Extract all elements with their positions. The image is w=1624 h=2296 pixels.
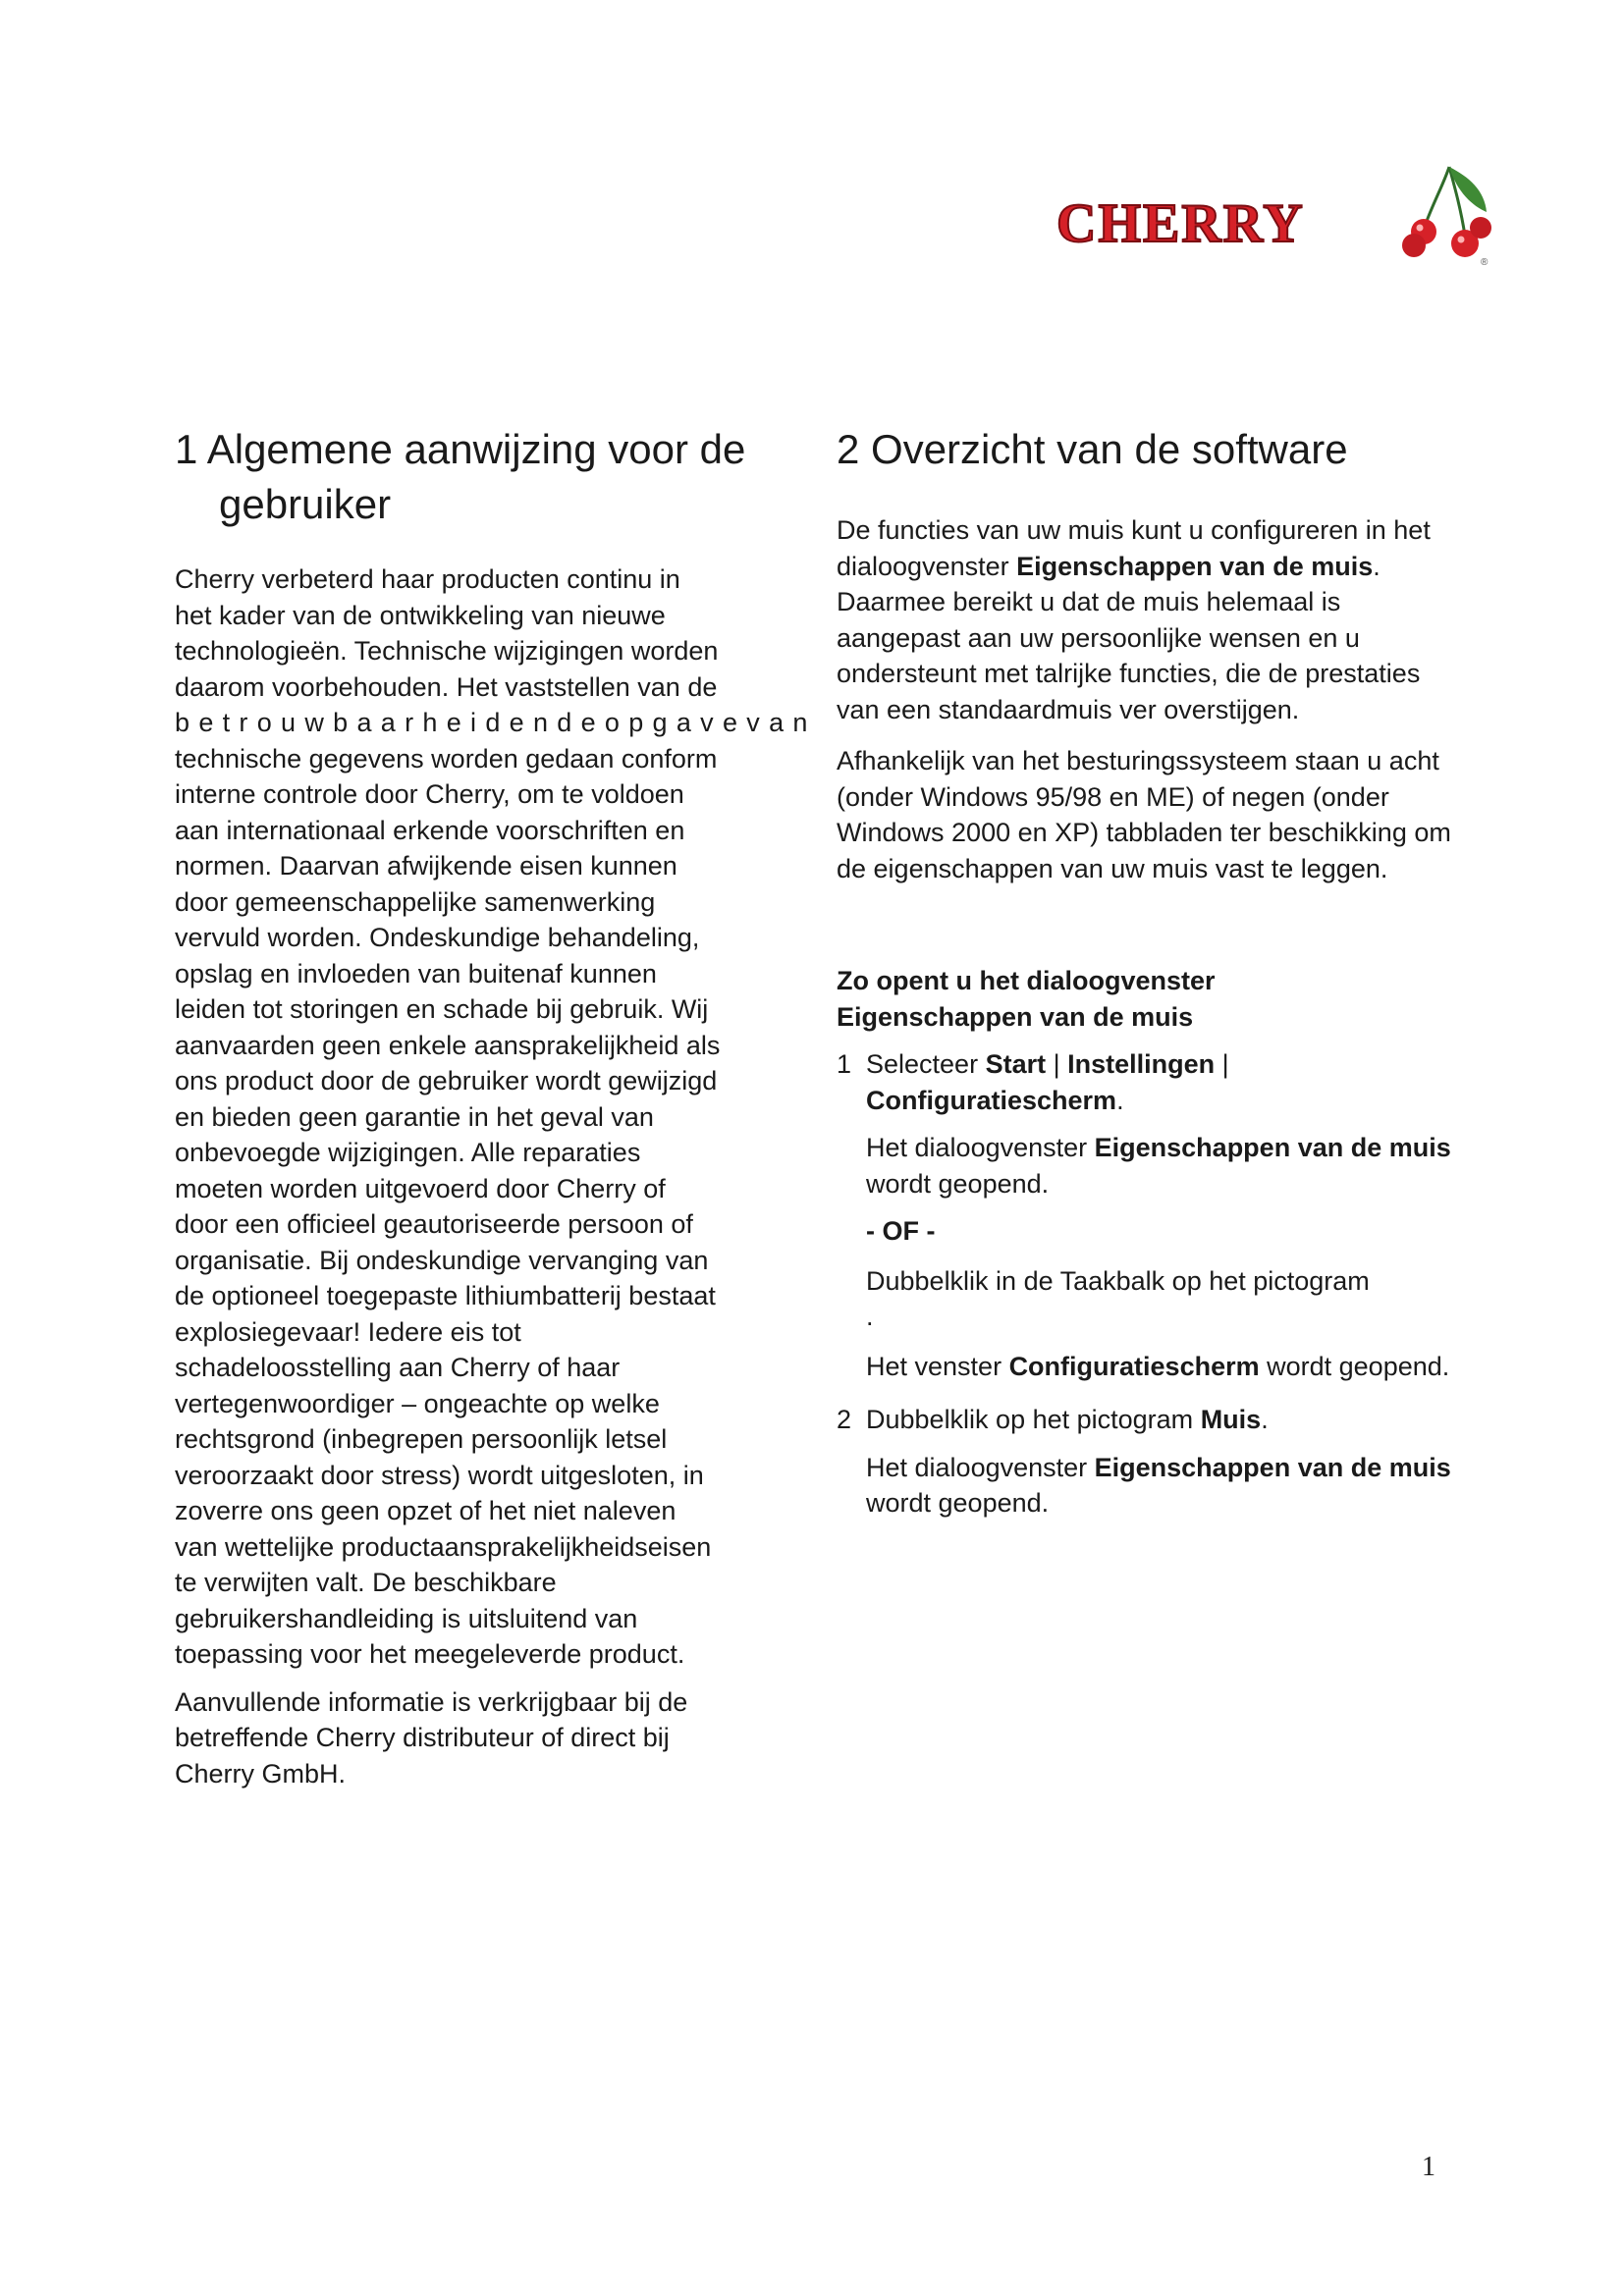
step-1-number: 1 bbox=[837, 1049, 852, 1079]
text-line: betreffende Cherry distributeur of direct bij bbox=[175, 1723, 670, 1752]
step-2-number: 2 bbox=[837, 1405, 852, 1434]
text-line: te verwijten valt. De beschikbare bbox=[175, 1568, 557, 1597]
text-run: | bbox=[1215, 1049, 1229, 1079]
section-2-title: Overzicht van de software bbox=[871, 426, 1348, 472]
text-line: interne controle door Cherry, om te voldoen bbox=[175, 779, 684, 809]
text-line: Eigenschappen van de muis bbox=[837, 1001, 1194, 1032]
section-2-number: 2 bbox=[837, 426, 860, 472]
text-line: Dubbelklik in de Taakbalk op het pictogram bbox=[866, 1265, 1370, 1296]
text-run-bold: Eigenschappen van de muis bbox=[1094, 1133, 1451, 1162]
text-line: organisatie. Bij ondeskundige vervanging van bbox=[175, 1245, 709, 1275]
text-run: . bbox=[1261, 1405, 1269, 1434]
or-separator: - OF - bbox=[866, 1216, 936, 1246]
text-line: technische gegevens worden gedaan conform bbox=[175, 743, 718, 774]
text-run-bold: Configuratiescherm bbox=[866, 1085, 1117, 1115]
step-1-alternative bbox=[837, 1263, 1465, 1335]
step-1 bbox=[837, 1046, 1465, 1118]
section-1-paragraph-2 bbox=[175, 1684, 803, 1792]
text-line: daarom voorbehouden. Het vaststellen van de bbox=[175, 671, 718, 702]
section-1-heading bbox=[175, 422, 803, 532]
text-line: leiden tot storingen en schade bij gebruik. Wij bbox=[175, 994, 709, 1024]
step-2-result bbox=[837, 1450, 1465, 1522]
text-line: explosiegevaar! Iedere eis tot bbox=[175, 1316, 521, 1347]
text-line: door een officieel geautoriseerde persoon of bbox=[175, 1209, 693, 1239]
section-2-paragraph-2: Afhankelijk van het besturingssysteem staan u acht (onder Windows 95/98 en ME) of negen (onder Windows 2000 en XP) tabbladen ter beschikking om de eigenschappen van uw muis vast te leggen. bbox=[837, 746, 1451, 883]
section-2-heading bbox=[837, 422, 1465, 477]
cherry-logo-graphic bbox=[1049, 155, 1500, 273]
text-run: wordt geopend. bbox=[866, 1168, 1050, 1199]
step-1-result bbox=[837, 1130, 1465, 1201]
text-line: zoverre ons geen opzet of het niet naleven bbox=[175, 1496, 677, 1525]
section-1 bbox=[175, 422, 817, 1791]
text-run-bold: Instellingen bbox=[1067, 1049, 1216, 1079]
text-run: Het dialoogvenster bbox=[866, 1452, 1095, 1482]
text-run: De functies van uw muis kunt u configureren in het dialoogvenster bbox=[837, 515, 1431, 581]
text-line: aan internationaal erkende voorschriften en bbox=[175, 815, 685, 845]
text-line: opslag en invloeden van buitenaf kunnen bbox=[175, 958, 657, 988]
text-line-spaced: betrouwbaarheidendeopgavevan bbox=[175, 708, 817, 737]
text-run-bold: Eigenschappen van de muis bbox=[1016, 551, 1374, 581]
text-line: moeten worden uitgevoerd door Cherry of bbox=[175, 1173, 666, 1203]
text-line: vertegenwoordiger – ongeachte op welke bbox=[175, 1388, 660, 1418]
section-2-paragraph-1 bbox=[837, 512, 1465, 727]
cherry-icon bbox=[1402, 167, 1491, 257]
step-1-alternative-result bbox=[837, 1349, 1465, 1385]
text-line: en bieden geen garantie in het geval van bbox=[175, 1101, 654, 1132]
text-run-bold: Eigenschappen van de muis bbox=[1094, 1452, 1451, 1482]
text-run: . bbox=[1116, 1085, 1124, 1115]
step-2 bbox=[837, 1402, 1465, 1438]
text-line: van wettelijke productaansprakelijkheidseisen bbox=[175, 1531, 712, 1562]
text-line: . bbox=[866, 1302, 874, 1331]
section-1-number: 1 bbox=[175, 426, 198, 472]
section-1-paragraph-1 bbox=[175, 561, 817, 1673]
text-line: veroorzaakt door stress) wordt uitgesloten, in bbox=[175, 1460, 704, 1490]
text-run: . Daarmee bereikt u dat de muis helemaal is aangepast aan uw persoonlijke wensen en u ondersteunt met talrijke functies, die de prestaties van een standaardmuis ver overstijgen. bbox=[837, 551, 1421, 724]
cherry-logo bbox=[1049, 155, 1500, 273]
text-line: schadeloosstelling aan Cherry of haar bbox=[175, 1353, 621, 1382]
logo-wordmark: CHERRY bbox=[1056, 193, 1305, 254]
text-run: wordt geopend. bbox=[1259, 1351, 1450, 1381]
text-run: Selecteer bbox=[866, 1049, 986, 1079]
text-run: Dubbelklik op het pictogram bbox=[866, 1405, 1201, 1434]
text-line: ons product door de gebruiker wordt gewijzigd bbox=[175, 1066, 718, 1095]
text-line: de optioneel toegepaste lithiumbatterij bestaat bbox=[175, 1281, 716, 1310]
text-line: technologieën. Technische wijzigingen worden bbox=[175, 636, 719, 666]
text-line: onbevoegde wijzigingen. Alle reparaties bbox=[175, 1138, 641, 1167]
procedure-subheading bbox=[837, 963, 1465, 1035]
text-run-bold: Muis bbox=[1200, 1405, 1262, 1434]
text-run-bold: Configuratiescherm bbox=[1008, 1351, 1260, 1381]
text-line: Zo opent u het dialoogvenster bbox=[837, 966, 1216, 995]
section-2 bbox=[837, 422, 1465, 1522]
text-run: Het venster bbox=[866, 1351, 1009, 1381]
text-line: het kader van de ontwikkeling van nieuwe bbox=[175, 600, 666, 630]
text-line: Cherry verbeterd haar producten continu in bbox=[175, 564, 680, 594]
text-line: gebruikershandleiding is uitsluitend van bbox=[175, 1603, 638, 1633]
text-line: Aanvullende informatie is verkrijgbaar bij de bbox=[175, 1686, 688, 1717]
text-line: aanvaarden geen enkele aansprakelijkheid als bbox=[175, 1030, 721, 1060]
text-line: toepassing voor het meegeleverde product. bbox=[175, 1639, 685, 1669]
text-line: rechtsgrond (inbegrepen persoonlijk letsel bbox=[175, 1424, 668, 1454]
text-run-bold: Start bbox=[985, 1049, 1047, 1079]
section-1-title: Algemene aanwijzing voor de gebruiker bbox=[206, 426, 746, 527]
text-run: | bbox=[1046, 1049, 1068, 1079]
page-number: 1 bbox=[1422, 2152, 1435, 2182]
text-line: Cherry GmbH. bbox=[175, 1758, 347, 1789]
text-line: vervuld worden. Ondeskundige behandeling, bbox=[175, 923, 700, 952]
text-run: Het dialoogvenster bbox=[866, 1133, 1095, 1162]
registered-mark: ® bbox=[1481, 257, 1489, 268]
text-line: normen. Daarvan afwijkende eisen kunnen bbox=[175, 851, 677, 881]
text-run: wordt geopend. bbox=[866, 1488, 1050, 1518]
text-line: door gemeenschappelijke samenwerking bbox=[175, 886, 656, 917]
